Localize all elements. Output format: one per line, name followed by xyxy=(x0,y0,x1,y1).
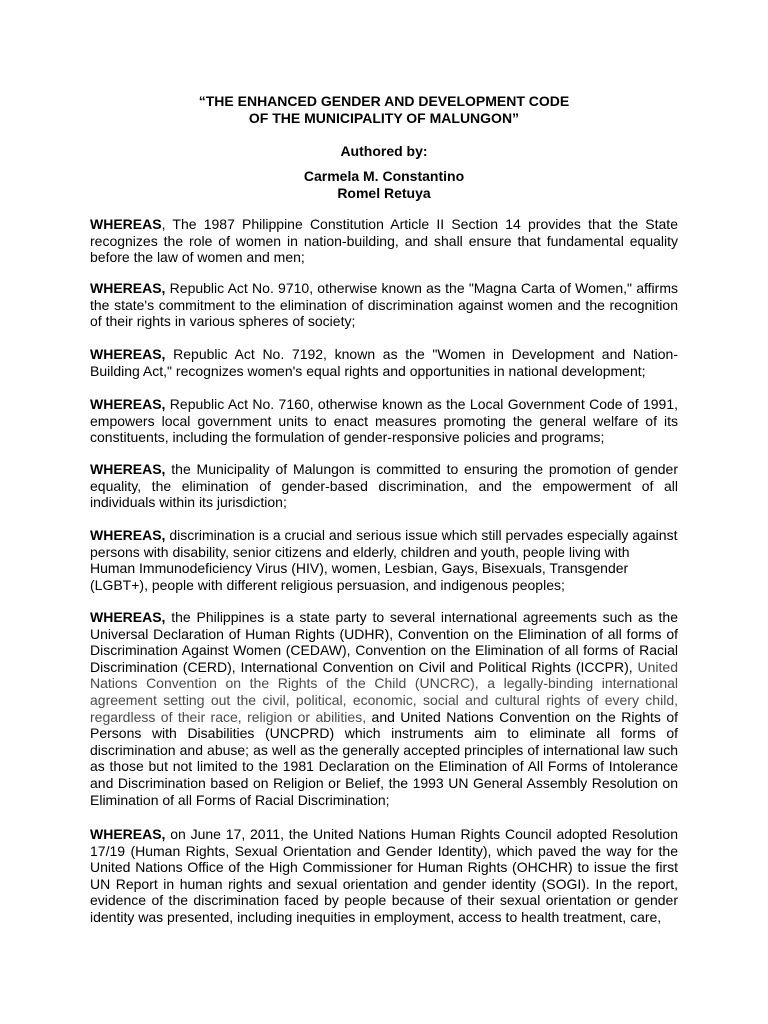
paragraph-text: Republic Act No. 7160, otherwise known as the Local Government Code of 1991, empowers local government units to enact measures promoting the general welfare of its constituents, including the formulation of gender-responsive policies and programs; xyxy=(90,396,678,446)
paragraph-text: , The 1987 Philippine Constitution Article II Section 14 provides that the State recognizes the role of women in nation-building, and shall ensure that fundamental equality before the law of women and men; xyxy=(90,216,678,266)
document-title xyxy=(0,93,768,127)
whereas-keyword: WHEREAS xyxy=(90,216,162,232)
whereas-paragraph-1 xyxy=(90,216,678,266)
authored-by-label: Authored by: xyxy=(340,143,428,159)
author-list xyxy=(0,168,768,202)
title-line-1: “THE ENHANCED GENDER AND DEVELOPMENT CODE xyxy=(198,93,570,109)
whereas-paragraph-3 xyxy=(90,346,678,379)
whereas-paragraph-8 xyxy=(90,826,678,926)
whereas-paragraph-4 xyxy=(90,396,678,446)
author-name: Romel Retuya xyxy=(337,185,431,201)
paragraph-text: Republic Act No. 9710, otherwise known as the "Magna Carta of Women," affirms the state's commitment to the elimination of discrimination against women and the recognition of their rights in various spheres of society; xyxy=(90,280,678,330)
whereas-paragraph-2 xyxy=(90,280,678,330)
author-name: Carmela M. Constantino xyxy=(303,168,465,184)
whereas-keyword: WHEREAS, xyxy=(90,527,166,543)
whereas-keyword: WHEREAS, xyxy=(90,826,166,842)
whereas-paragraph-6 xyxy=(90,527,678,593)
paragraph-text: Republic Act No. 7192, known as the "Women in Development and Nation-Building Act," recognizes women's equal rights and opportunities in national development; xyxy=(90,346,678,379)
paragraph-text: the Philippines is a state party to several international agreements such as the Universal Declaration of Human Rights (UDHR), Convention on the Elimination of all forms of Discrimination Against Women (CEDAW), Convention on the Elimination of all forms of Racial Discrimination (CERD), International Convention on Civil and Political Rights (ICCPR), xyxy=(90,609,678,675)
whereas-keyword: WHEREAS, xyxy=(90,346,166,362)
whereas-keyword: WHEREAS, xyxy=(90,461,166,477)
whereas-paragraph-7 xyxy=(90,609,678,808)
title-line-2: OF THE MUNICIPALITY OF MALUNGON” xyxy=(248,110,520,126)
whereas-paragraph-5 xyxy=(90,461,678,511)
whereas-keyword: WHEREAS, xyxy=(90,609,166,625)
paragraph-text: and United Nations Convention on the Rights of Persons with Disabilities (UNCPRD) which instruments aim to eliminate all forms of discrimination and abuse; as well as the generally accepted principles of international law such as those but not limited to the 1981 Declaration on the Elimination of All Forms of Intolerance and Discrimination based on Religion or Belief, the 1993 UN General Assembly Resolution on Elimination of all Forms of Racial Discrimination; xyxy=(90,708,679,808)
paragraph-text-gray: United Nations Convention on the Rights of the Child (UNCRC), a legally-binding international agreement setting out the civil, political, economic, social and cultural rights of every child, regardless of their race, religion or abilities, xyxy=(90,658,678,725)
paragraph-text: discrimination is a crucial and serious issue which still pervades especially against persons with disability, senior citizens and elderly, children and youth, people living with Human Immunodeficiency Virus (HIV), women, Lesbian, Gays, Bisexuals, Transgender (LGBT+), people with different religious persuasion, and indigenous peoples; xyxy=(90,527,678,593)
paragraph-text: on June 17, 2011, the United Nations Human Rights Council adopted Resolution 17/19 (Human Rights, Sexual Orientation and Gender Identity), which paved the way for the United Nations Office of the High Commissioner for Human Rights (OHCHR) to issue the first UN Report in human rights and sexual orientation and gender identity (SOGI). In the report, evidence of the discrimination faced by people because of their sexual orientation or gender identity was presented, including inequities in employment, access to health treatment, care, xyxy=(90,826,678,925)
whereas-keyword: WHEREAS, xyxy=(90,396,166,412)
paragraph-text: the Municipality of Malungon is committed to ensuring the promotion of gender equality, the elimination of gender-based discrimination, and the empowerment of all individuals within its jurisdiction; xyxy=(90,461,678,511)
whereas-keyword: WHEREAS, xyxy=(90,280,166,296)
